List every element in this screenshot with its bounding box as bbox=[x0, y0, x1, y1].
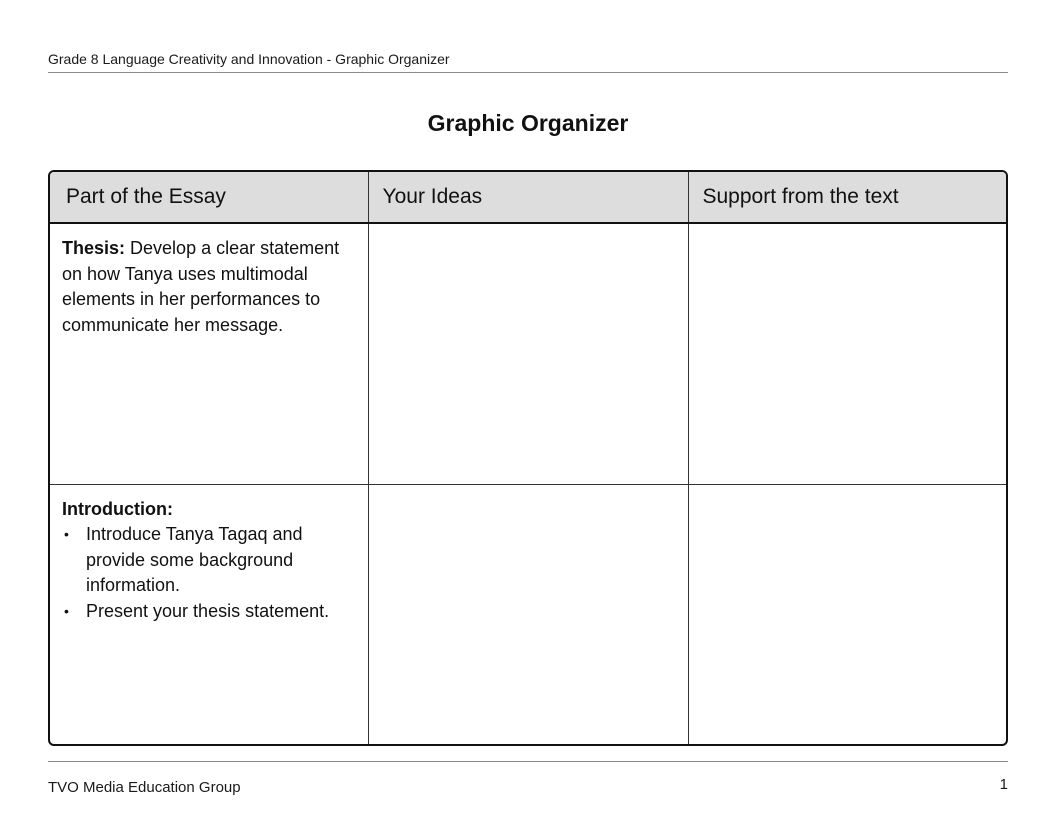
page-title: Graphic Organizer bbox=[427, 110, 629, 136]
introduction-your-ideas-cell[interactable] bbox=[368, 484, 688, 744]
introduction-support-cell[interactable] bbox=[688, 484, 1006, 744]
footer-organization: TVO Media Education Group bbox=[48, 779, 241, 796]
table-row-thesis bbox=[50, 223, 1006, 484]
thesis-prompt bbox=[62, 236, 342, 338]
list-item: • Introduce Tanya Tagaq and provide some background information. bbox=[62, 522, 356, 599]
thesis-description: Develop a clear statement on how Tanya uses multimodal elements in her performances to communicate her message. bbox=[62, 238, 340, 335]
thesis-support-cell[interactable] bbox=[688, 223, 1006, 484]
introduction-prompt-cell bbox=[50, 484, 368, 744]
column-header-your-ideas: Your Ideas bbox=[368, 172, 688, 223]
table-row-introduction bbox=[50, 484, 1006, 744]
introduction-label: Introduction: bbox=[62, 498, 173, 519]
thesis-your-ideas-cell[interactable] bbox=[368, 223, 688, 484]
table-header-row bbox=[50, 172, 1006, 223]
page-header-text: Grade 8 Language Creativity and Innovation - Graphic Organizer bbox=[48, 51, 450, 67]
header-divider bbox=[48, 72, 1008, 73]
introduction-bullet-list bbox=[62, 522, 356, 624]
column-header-part-of-essay: Part of the Essay bbox=[50, 172, 368, 223]
thesis-prompt-cell bbox=[50, 223, 368, 484]
footer-divider bbox=[48, 761, 1008, 762]
thesis-label: Thesis: bbox=[62, 238, 126, 258]
column-header-support-from-text: Support from the text bbox=[688, 172, 1006, 223]
list-item: • Present your thesis statement. bbox=[62, 599, 356, 625]
page-number: 1 bbox=[999, 776, 1008, 793]
graphic-organizer-table bbox=[48, 170, 1008, 746]
